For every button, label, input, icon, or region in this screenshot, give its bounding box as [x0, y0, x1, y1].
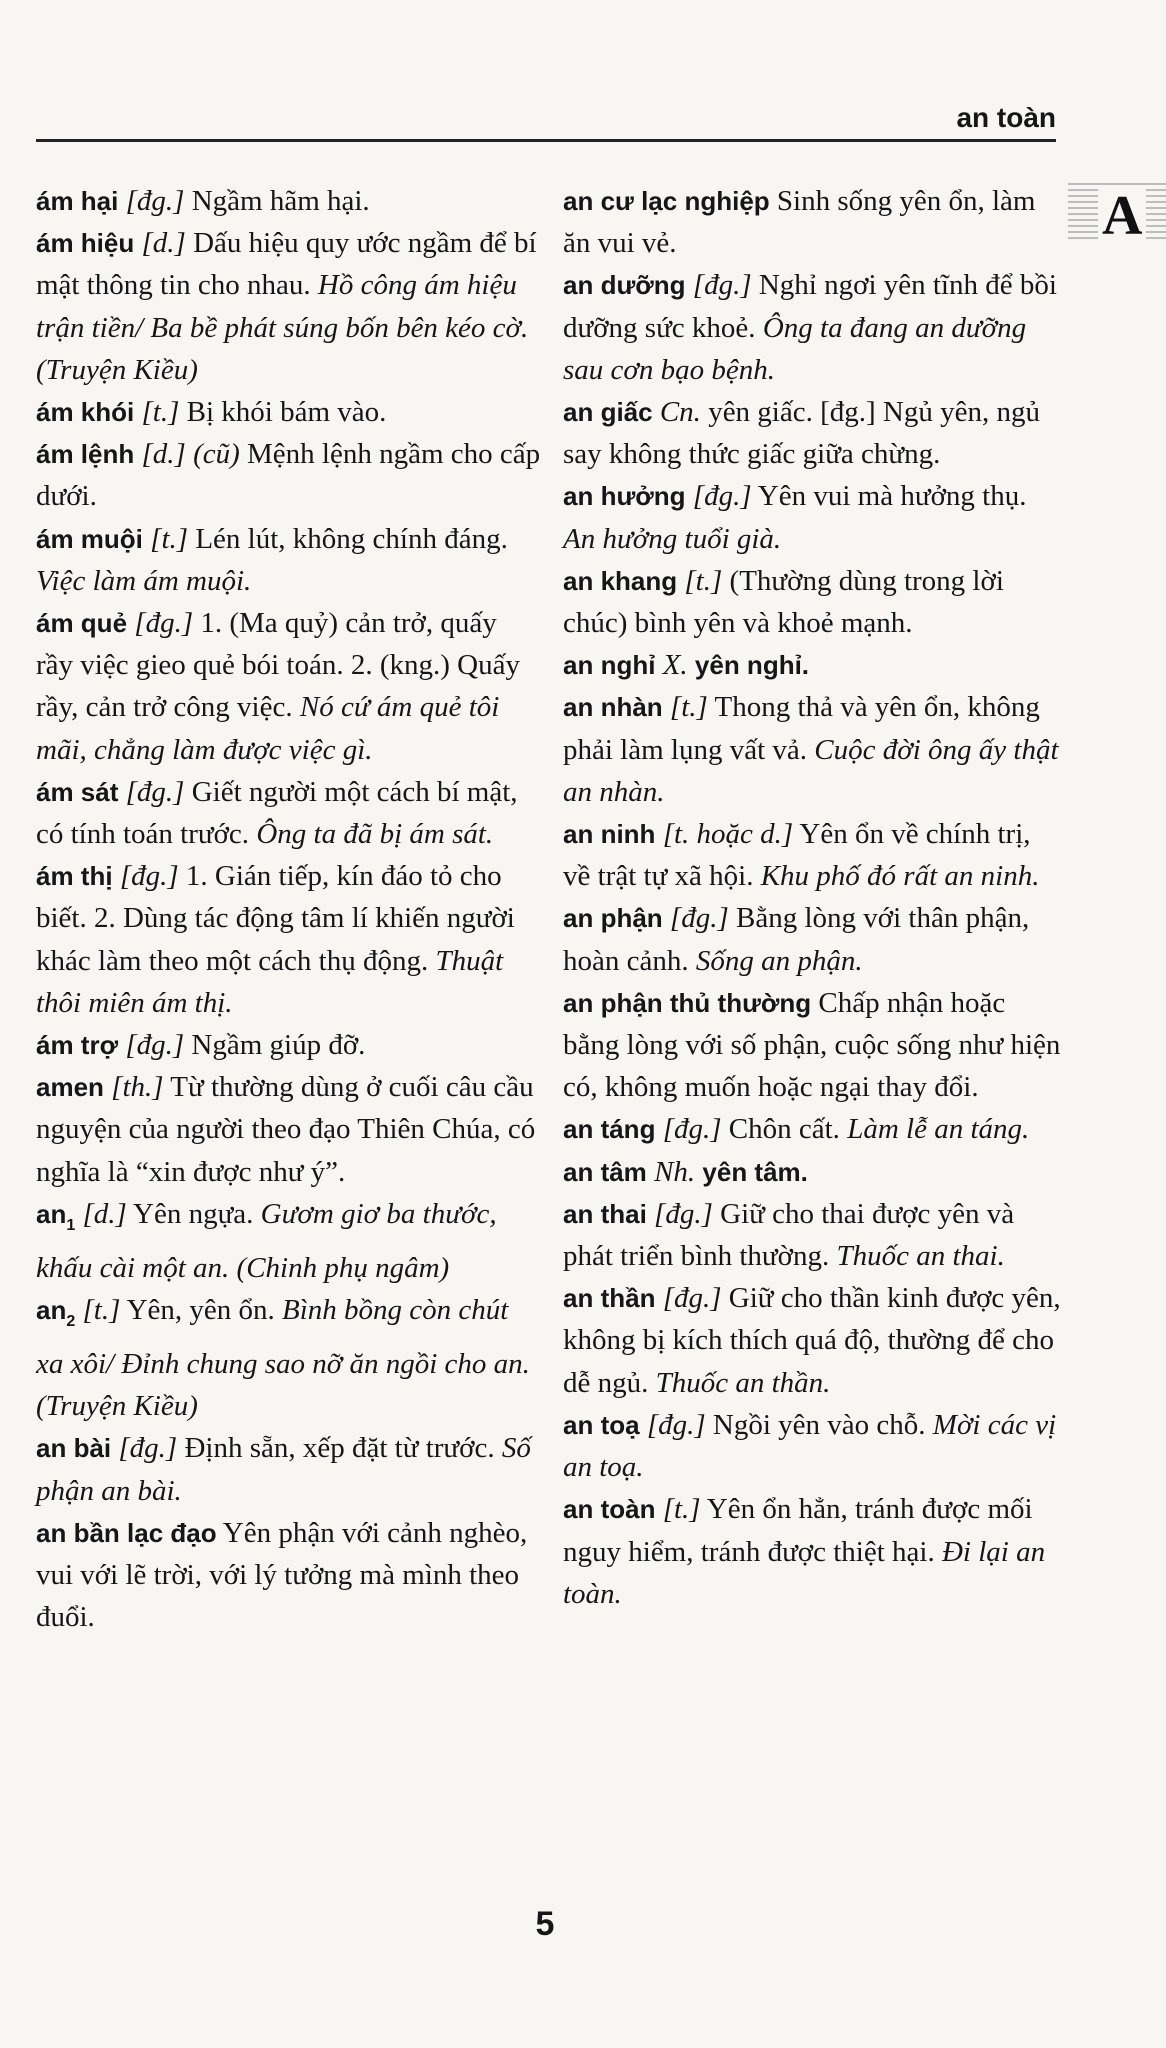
entry-definition: Yên ngựa.	[133, 1197, 254, 1230]
dictionary-entry	[36, 1512, 541, 1639]
entry-headword: an toạ	[563, 1409, 640, 1440]
dictionary-entry	[563, 1151, 1061, 1193]
entry-headword: ám quẻ	[36, 608, 128, 639]
entry-definition: Giữ cho thần kinh được yên, không bị kích thích quá độ, thường để cho dễ ngủ.	[563, 1282, 1061, 1399]
entry-definition: Lén lút, không chính đáng.	[195, 522, 508, 555]
grammar-label: [đg.]	[692, 480, 752, 513]
header-rule	[36, 139, 1056, 142]
entry-example: Khu phố đó rất an ninh.	[760, 860, 1040, 893]
dictionary-entry	[36, 391, 541, 433]
entry-definition: Bị khói bám vào.	[186, 396, 387, 429]
grammar-label: [t.]	[669, 691, 708, 724]
entry-definition: 1. (Ma quỷ) cản trở, quấy rầy việc gieo quẻ bói toán. 2. (kng.) Quấy rầy, cản trở công việc.	[36, 607, 520, 724]
entry-definition: Yên vui mà hưởng thụ.	[757, 480, 1027, 513]
grammar-label: [d.]	[141, 227, 186, 260]
entry-example: Bình bồng còn chút xa xôi/ Đỉnh chung sao nỡ ăn ngồi cho an. (Truyện Kiều)	[36, 1294, 530, 1423]
entry-headword: an thai	[563, 1198, 647, 1229]
dictionary-entry	[36, 1427, 541, 1511]
entry-example: Số phận an bài.	[36, 1432, 531, 1507]
entry-headword: an	[36, 1295, 67, 1326]
dictionary-entry	[563, 1404, 1061, 1488]
dictionary-entry	[36, 222, 541, 391]
grammar-label: [đg.]	[125, 185, 185, 217]
grammar-label: [t.]	[662, 1493, 701, 1526]
dictionary-entry	[563, 475, 1061, 559]
entry-example: Mời các vị an toạ.	[563, 1408, 1057, 1484]
dictionary-entry	[36, 518, 541, 602]
entry-definition: Mệnh lệnh ngầm cho cấp dưới.	[36, 438, 541, 513]
entry-example: Ông ta đang an dưỡng sau cơn bạo bệnh.	[563, 311, 1027, 386]
entry-example: Cuộc đời ông ấy thật an nhàn.	[563, 733, 1059, 808]
homonym-index: 1	[66, 1216, 76, 1234]
dictionary-entry	[563, 897, 1061, 981]
dictionary-entry	[563, 264, 1061, 391]
entry-definition: Ngầm hãm hại.	[191, 185, 370, 217]
entry-headword: an cư lạc nghiệp	[563, 186, 770, 216]
grammar-label: [t. hoặc d.]	[662, 818, 794, 851]
grammar-label: Nh.	[654, 1155, 696, 1188]
entry-headword: ám muội	[36, 523, 143, 554]
dictionary-entry	[563, 1108, 1061, 1150]
entry-example: Ông ta đã bị ám sát.	[256, 818, 494, 851]
entry-definition: Ngồi yên vào chỗ.	[712, 1408, 926, 1441]
entry-definition: Bằng lòng với thân phận, hoàn cảnh.	[563, 902, 1030, 977]
grammar-label: [d.]	[82, 1197, 127, 1230]
grammar-label: [t.]	[684, 564, 723, 597]
entry-headword: an bần lạc đạo	[36, 1517, 217, 1548]
entry-headword: an ninh	[563, 819, 656, 850]
entry-headword: an phận thủ thường	[563, 987, 812, 1018]
grammar-label: [đg.]	[119, 860, 179, 893]
dictionary-entry	[563, 686, 1061, 813]
grammar-label: [d.] (cũ)	[141, 438, 240, 471]
entry-definition: yên giấc. [đg.] Ngủ yên, ngủ say không thức giấc giữa chừng.	[563, 396, 1040, 471]
entry-headword: an tâm	[563, 1156, 647, 1187]
entry-headword: ám hại	[36, 186, 119, 216]
dictionary-entry	[563, 982, 1061, 1109]
entry-headword: ám hiệu	[36, 228, 135, 259]
entry-definition: Yên phận với cảnh nghèo, vui với lẽ trời, với lý tưởng mà mình theo đuổi.	[36, 1516, 528, 1634]
dictionary-entry	[36, 602, 541, 771]
page-number: 5	[535, 1905, 555, 1943]
dictionary-entry	[36, 433, 541, 517]
dictionary-entry	[563, 391, 1061, 475]
grammar-label: [đg.]	[662, 1282, 722, 1315]
dictionary-entry	[36, 1066, 541, 1193]
entry-example: Nó cứ ám quẻ tôi mãi, chẳng làm được việc gì.	[36, 691, 500, 766]
grammar-label: [th.]	[111, 1071, 164, 1104]
running-head: an toàn	[956, 102, 1056, 133]
entry-headword: an táng	[563, 1114, 656, 1145]
left-column	[36, 180, 541, 1639]
entry-headword: an toàn	[563, 1494, 656, 1525]
cross-reference: yên nghỉ.	[694, 650, 810, 681]
dictionary-entry	[563, 180, 1061, 264]
entry-headword: an phận	[563, 903, 663, 934]
entry-headword: ám khói	[36, 397, 135, 428]
entry-example: Làm lễ an táng.	[847, 1113, 1030, 1146]
thumb-index-letter: A	[1098, 188, 1146, 244]
grammar-label: Cn.	[659, 396, 701, 429]
entry-definition: Chôn cất.	[728, 1113, 840, 1146]
cross-reference: yên tâm.	[702, 1156, 808, 1187]
entry-definition: (Thường dùng trong lời chúc) bình yên và khoẻ mạnh.	[563, 564, 1004, 640]
entry-definition: Yên ổn về chính trị, về trật tự xã hội.	[563, 818, 1031, 893]
entry-definition: Sinh sống yên ổn, làm ăn vui vẻ.	[563, 185, 1036, 260]
entry-definition: Từ thường dùng ở cuối câu cầu nguyện của người theo đạo Thiên Chúa, có nghĩa là “xin được như ý”.	[36, 1071, 536, 1188]
entry-headword: ám thị	[36, 861, 113, 892]
entry-headword: an dưỡng	[563, 270, 686, 301]
entry-definition: 1. Gián tiếp, kín đáo tỏ cho biết. 2. Dùng tác động tâm lí khiến người khác làm theo một cách thụ động.	[36, 860, 515, 977]
entry-example: Thuật thôi miên ám thị.	[36, 944, 504, 1019]
grammar-label: [t.]	[150, 522, 189, 555]
grammar-label: [đg.]	[134, 607, 194, 640]
grammar-label: X.	[662, 649, 688, 682]
entry-definition: Giết người một cách bí mật, có tính toán trước.	[36, 775, 518, 851]
entry-headword: an giấc	[563, 397, 653, 428]
entry-headword: ám trợ	[36, 1030, 119, 1061]
grammar-label: [đg.]	[654, 1197, 713, 1230]
entry-headword: ám lệnh	[36, 439, 135, 470]
entry-example: Thuốc an thần.	[655, 1366, 831, 1399]
grammar-label: [t.]	[82, 1294, 121, 1327]
dictionary-entry	[563, 813, 1061, 897]
entry-example: Hồ công ám hiệu trận tiền/ Ba bề phát súng bốn bên kéo cờ. (Truyện Kiều)	[36, 269, 529, 386]
grammar-label: [đg.]	[669, 902, 729, 935]
dictionary-entry	[36, 1289, 541, 1427]
dictionary-entry	[36, 1024, 541, 1066]
entry-headword: an bài	[36, 1433, 112, 1464]
entry-definition: Ngầm giúp đỡ.	[191, 1029, 366, 1062]
entry-example: Việc làm ám muội.	[36, 564, 252, 597]
entry-definition: Nghỉ ngơi yên tĩnh để bồi dưỡng sức khoẻ.	[563, 269, 1057, 344]
grammar-label: [t.]	[141, 396, 180, 429]
grammar-label: [đg.]	[125, 775, 185, 808]
grammar-label: [đg.]	[118, 1432, 178, 1465]
dictionary-entry	[36, 855, 541, 1024]
dictionary-entry	[563, 1277, 1061, 1404]
entry-definition: Thong thả và yên ổn, không phải làm lụng vất vả.	[563, 691, 1040, 766]
dictionary-entry	[563, 560, 1061, 644]
dictionary-entry	[563, 1193, 1061, 1277]
right-column	[563, 180, 1061, 1615]
dictionary-entry	[36, 180, 541, 222]
entry-example: An hưởng tuổi già.	[563, 522, 782, 555]
entry-headword: an khang	[563, 565, 678, 596]
grammar-label: [đg.]	[662, 1113, 722, 1146]
entry-definition: Dấu hiệu quy ước ngầm để bí mật thông tin cho nhau.	[36, 227, 537, 302]
entry-headword: an hưởng	[563, 481, 686, 512]
entry-example: Thuốc an thai.	[836, 1240, 1005, 1273]
grammar-label: [đg.]	[125, 1029, 185, 1062]
entry-definition: Yên ổn hẳn, tránh được mối nguy hiểm, tránh được thiệt hại.	[563, 1493, 1033, 1568]
entry-definition: Định sẵn, xếp đặt từ trước.	[184, 1432, 495, 1465]
entry-example: Đi lại an toàn.	[563, 1535, 1046, 1610]
dictionary-entry	[563, 644, 1061, 686]
dictionary-entry	[36, 771, 541, 855]
entry-example: Gươm giơ ba thước, khấu cài một an. (Chinh phụ ngâm)	[36, 1197, 497, 1284]
entry-headword: an nhàn	[563, 692, 663, 723]
dictionary-entry	[36, 1193, 541, 1289]
entry-headword: an thần	[563, 1283, 656, 1314]
dictionary-entry	[563, 1488, 1061, 1615]
homonym-index: 2	[66, 1312, 76, 1330]
grammar-label: [đg.]	[692, 269, 752, 302]
entry-headword: amen	[36, 1072, 104, 1103]
entry-definition: Chấp nhận hoặc bằng lòng với số phận, cuộc sống như hiện có, không muốn hoặc ngại thay đổi.	[563, 986, 1061, 1104]
entry-headword: ám sát	[36, 776, 119, 807]
entry-definition: Yên, yên ổn.	[126, 1294, 275, 1327]
grammar-label: [đg.]	[646, 1408, 706, 1441]
entry-headword: an nghỉ	[563, 650, 656, 681]
entry-definition: Giữ cho thai được yên và phát triển bình thường.	[563, 1197, 1015, 1273]
entry-headword: an	[36, 1198, 67, 1229]
entry-example: Sống an phận.	[695, 944, 863, 977]
